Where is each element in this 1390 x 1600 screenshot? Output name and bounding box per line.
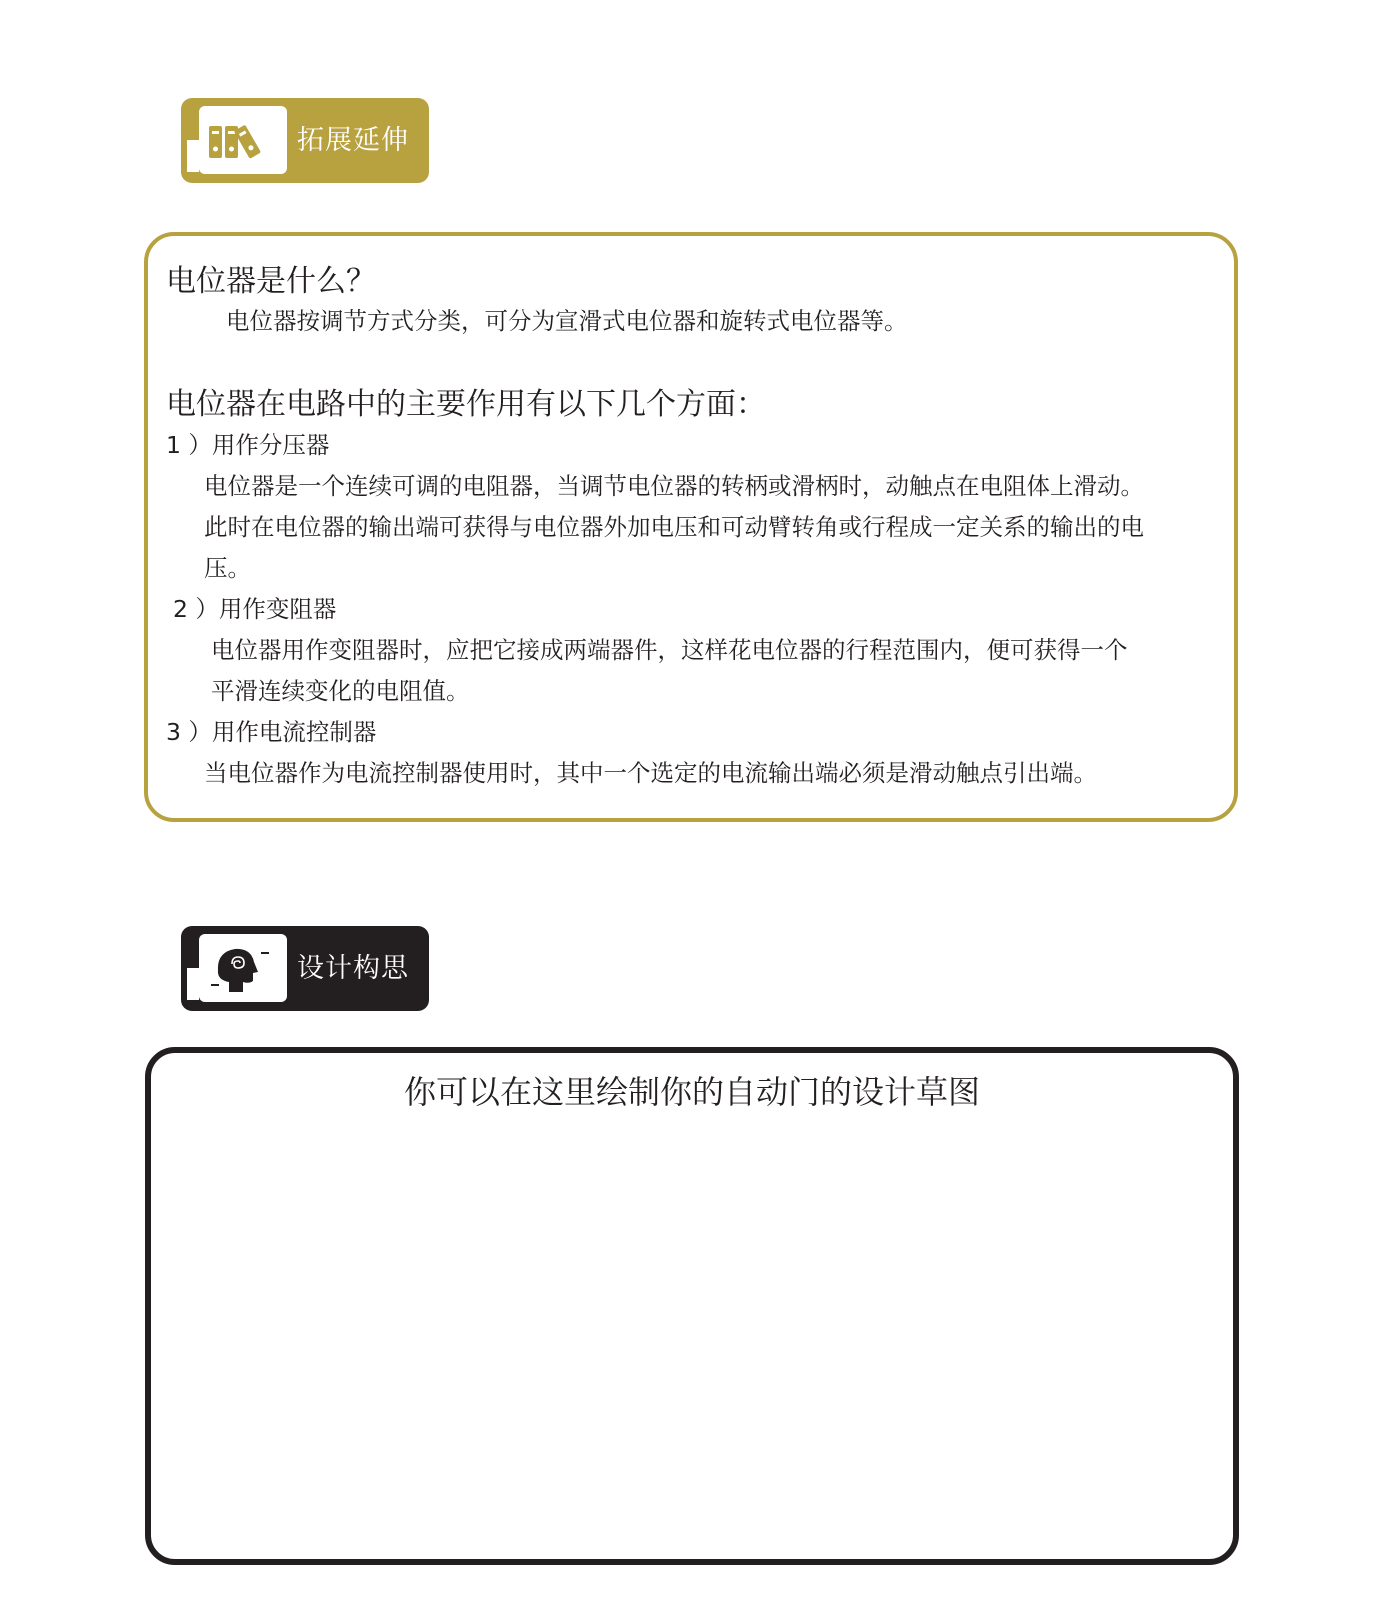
item-line: 此时在电位器的输出端可获得与电位器外加电压和可动臂转角或行程成一定关系的输出的电 (204, 513, 1144, 541)
binders-icon (181, 98, 311, 183)
item-line: 平滑连续变化的电阻值。 (211, 677, 470, 705)
question-title-functions: 电位器在电路中的主要作用有以下几个方面： (166, 387, 766, 422)
item-line: 压。 (204, 554, 251, 582)
info-panel (144, 232, 1238, 822)
thinking-head-icon (181, 926, 311, 1011)
sketch-area[interactable] (145, 1047, 1239, 1565)
item-line: 电位器是一个连续可调的电阻器，当调节电位器的转柄或滑柄时，动触点在电阻体上滑动。 (204, 472, 1144, 500)
item-heading: 3 ）用作电流控制器 (166, 718, 377, 746)
item-line: 当电位器作为电流控制器使用时，其中一个选定的电流输出端必须是滑动触点引出端。 (204, 759, 1097, 787)
badge-label: 拓展延伸 (297, 125, 409, 156)
item-heading: 2 ）用作变阻器 (173, 595, 337, 623)
item-heading: 1 ）用作分压器 (166, 431, 330, 459)
question-answer-what: 电位器按调节方式分类，可分为宣滑式电位器和旋转式电位器等。 (226, 307, 908, 335)
sketch-area-title: 你可以在这里绘制你的自动门的设计草图 (403, 1073, 980, 1111)
badge-label: 设计构思 (297, 953, 409, 984)
extend-section-badge (181, 98, 429, 183)
design-section-badge (181, 926, 429, 1011)
question-title-what: 电位器是什么？ (166, 264, 376, 299)
item-line: 电位器用作变阻器时，应把它接成两端器件，这样花电位器的行程范围内，便可获得一个 (211, 636, 1128, 664)
